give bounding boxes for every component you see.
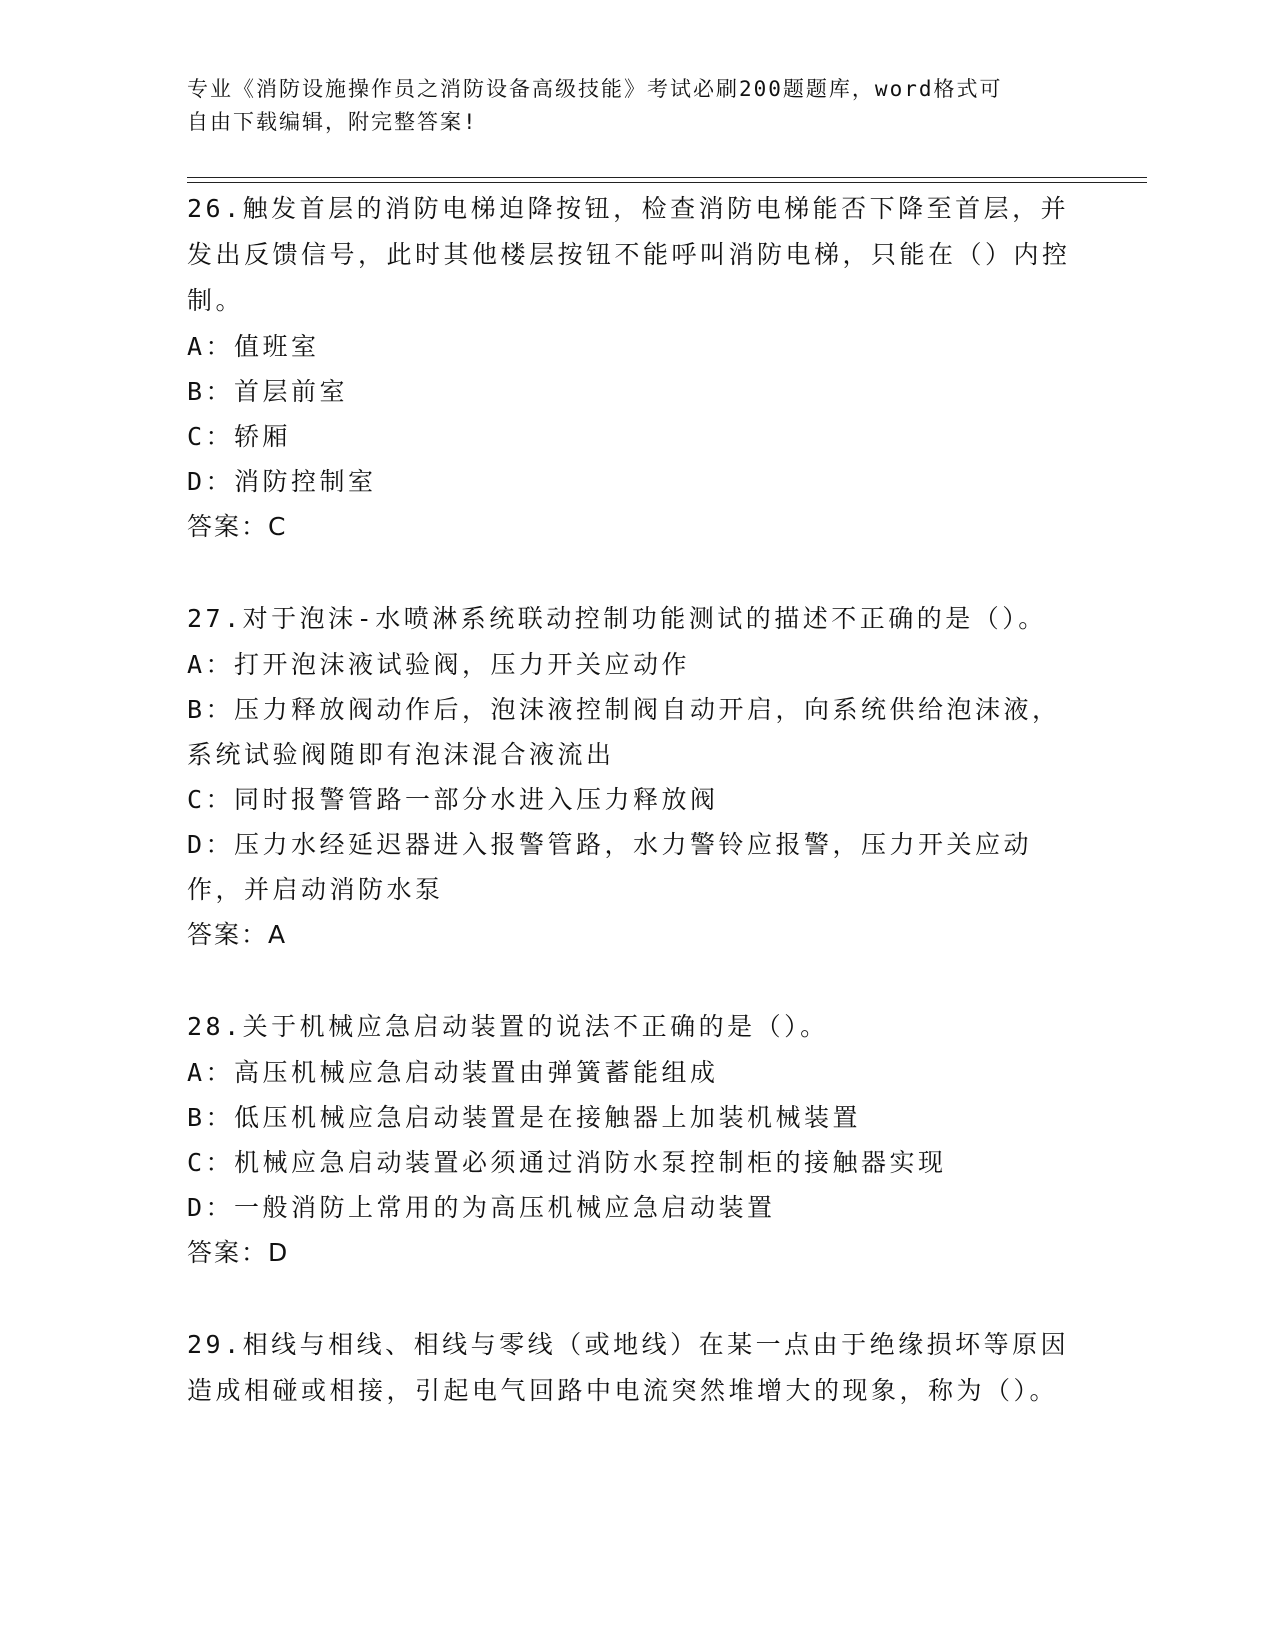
option-b: B：低压机械应急启动装置是在接触器上加装机械装置 xyxy=(187,1103,862,1132)
option-a: A：高压机械应急启动装置由弹簧蓄能组成 xyxy=(187,1058,719,1087)
option-c: C：同时报警管路一部分水进入压力释放阀 xyxy=(187,785,719,814)
header-divider-top xyxy=(187,177,1147,178)
question-28 xyxy=(187,1004,1087,1276)
question-list xyxy=(187,186,1087,1460)
answer-line: 答案：A xyxy=(187,920,288,949)
option-d: D：一般消防上常用的为高压机械应急启动装置 xyxy=(187,1193,776,1222)
question-stem: 29.相线与相线、相线与零线（或地线）在某一点由于绝缘损坏等原因造成相碰或相接，引起电气回路中电流突然堆增大的现象，称为（）。 xyxy=(187,1330,1070,1405)
option-b: B：首层前室 xyxy=(187,377,349,406)
header-line-1: 专业《消防设施操作员之消防设备高级技能》考试必刷200题题库，word格式可 xyxy=(187,77,1003,101)
header-line-2: 自由下载编辑，附完整答案! xyxy=(187,110,478,134)
answer-line: 答案：C xyxy=(187,512,288,541)
question-stem: 27.对于泡沫-水喷淋系统联动控制功能测试的描述不正确的是（）。 xyxy=(187,604,1047,633)
option-d: D：消防控制室 xyxy=(187,467,377,496)
option-b: B：压力释放阀动作后，泡沫液控制阀自动开启，向系统供给泡沫液，系统试验阀随即有泡沫混合液流出 xyxy=(187,695,1061,769)
question-stem: 26.触发首层的消防电梯迫降按钮，检查消防电梯能否下降至首层，并发出反馈信号，此时其他楼层按钮不能呼叫消防电梯，只能在（）内控制。 xyxy=(187,194,1071,315)
question-26 xyxy=(187,186,1087,550)
option-c: C：机械应急启动装置必须通过消防水泵控制柜的接触器实现 xyxy=(187,1148,947,1177)
header-divider-bottom xyxy=(187,182,1147,183)
question-29 xyxy=(187,1322,1087,1414)
answer-line: 答案：D xyxy=(187,1238,290,1267)
document-header xyxy=(187,73,1067,139)
question-stem: 28.关于机械应急启动装置的说法不正确的是（）。 xyxy=(187,1012,829,1041)
option-a: A：打开泡沫液试验阀，压力开关应动作 xyxy=(187,650,691,679)
option-a: A：值班室 xyxy=(187,332,320,361)
question-27 xyxy=(187,596,1087,958)
option-d: D：压力水经延迟器进入报警管路，水力警铃应报警，压力开关应动作，并启动消防水泵 xyxy=(187,830,1033,904)
option-c: C：轿厢 xyxy=(187,422,292,451)
